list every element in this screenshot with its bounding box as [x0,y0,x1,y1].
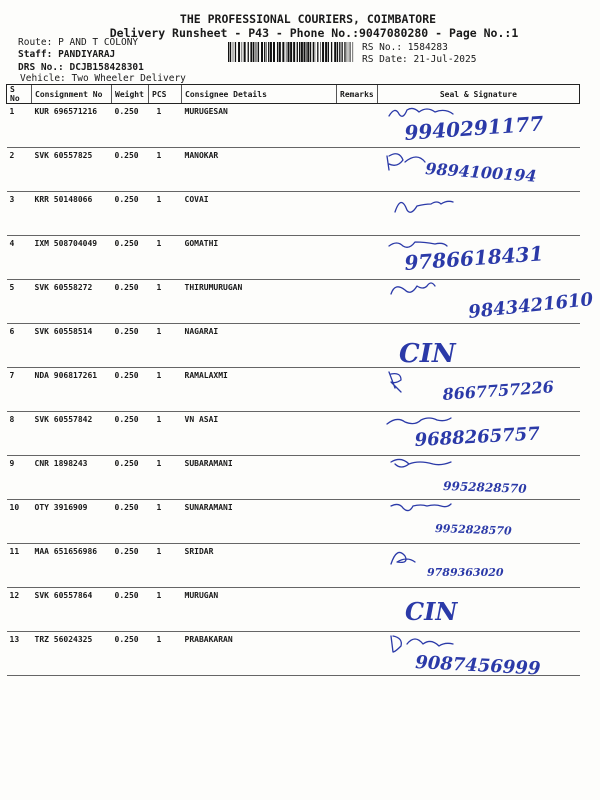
barcode-bar [250,42,252,62]
route-label: Route: [18,37,53,48]
barcode-bar [297,42,298,62]
consignment-no: SVK 60557825 [32,148,112,192]
handwritten-signature [385,102,575,146]
signature-text: 9688265757 [414,423,541,451]
signature-cell [377,236,579,280]
pcs: 1 [149,632,182,676]
barcode-bar [264,42,265,62]
signature-text: 8667757226 [442,377,555,404]
col-weight: Weight [112,85,149,104]
remarks [337,544,378,588]
barcode-bar [248,42,249,62]
barcode-bar [347,42,348,62]
barcode-bar [315,42,316,62]
consignment-no: CNR 1898243 [32,456,112,500]
consignment-no: SVK 60557842 [32,412,112,456]
weight: 0.250 [112,632,149,676]
table-row [7,588,580,632]
route-line [18,37,138,48]
signature-text: CIN [399,339,456,369]
consignment-no: NDA 906817261 [32,368,112,412]
barcode-bar [299,42,300,62]
remarks [337,500,378,544]
barcode-bar [244,42,246,62]
barcode-bar [353,42,354,62]
barcode-bar [288,42,290,62]
signature-text: CIN [405,597,458,626]
consignment-no: SVK 60558272 [32,280,112,324]
col-consignee: Consignee Details [182,85,337,104]
row-sno: 5 [7,280,32,324]
barcode-bar [304,42,306,62]
handwritten-signature [385,190,575,234]
table-row [7,456,580,500]
handwritten-signature [385,542,575,586]
consignee-name: VN ASAI [182,412,337,456]
barcode-bar [253,42,254,62]
signature-cell [377,544,579,588]
barcode-bar [258,42,259,62]
row-sno: 4 [7,236,32,280]
barcode-bar [306,42,307,62]
pcs: 1 [149,368,182,412]
handwritten-signature [385,498,575,542]
col-signature: Seal & Signature [377,85,579,104]
remarks [337,148,378,192]
barcode-bar [273,42,275,62]
signature-stroke [389,108,453,116]
consignment-no: SVK 60557864 [32,588,112,632]
barcode-bar [268,42,269,62]
company-title: THE PROFESSIONAL COURIERS, COIMBATORE [179,12,437,26]
table-row [7,544,580,588]
consignment-no: KRR 50148066 [32,192,112,236]
consignee-name: THIRUMURUGAN [182,280,337,324]
barcode-bar [350,42,351,62]
barcode-bar [313,42,314,62]
handwritten-signature [385,234,575,278]
barcode-bar [307,42,309,62]
barcode-bar [230,42,231,62]
runsheet-table [6,84,595,680]
rs-date-value: 21-Jul-2025 [413,54,477,65]
signature-stroke [391,636,453,652]
barcode-bar [279,42,281,62]
remarks [337,280,378,324]
barcode-bar [301,42,303,62]
remarks [337,368,378,412]
signature-cell [377,588,579,632]
consignee-name: GOMATHI [182,236,337,280]
table-row [7,148,580,192]
consignee-name: MURUGESAN [182,104,337,148]
row-sno: 2 [7,148,32,192]
remarks [337,324,378,368]
drs-line [18,62,144,73]
signature-stroke [389,242,447,247]
weight: 0.250 [112,280,149,324]
pcs: 1 [149,236,182,280]
pcs: 1 [149,280,182,324]
table-row [7,368,580,412]
barcode-bar [339,42,340,62]
consignee-name: COVAI [182,192,337,236]
barcode-bar [282,42,284,62]
signature-stroke [391,552,415,564]
signature-text: 9952828570 [435,522,513,538]
consignee-name: RAMALAXMI [182,368,337,412]
consignee-name: NAGARAI [182,324,337,368]
consignee-name: MURUGAN [182,588,337,632]
table-header-row [7,85,580,104]
consignee-name: PRABAKARAN [182,632,337,676]
weight: 0.250 [112,544,149,588]
barcode [228,42,356,62]
signature-cell [377,148,579,192]
table-row [7,192,580,236]
barcode-bar [235,42,236,62]
weight: 0.250 [112,456,149,500]
signature-cell [377,500,579,544]
signature-cell [377,456,579,500]
barcode-bar [293,42,295,62]
weight: 0.250 [112,104,149,148]
barcode-bar [257,42,258,62]
signature-text: 9952828570 [443,479,528,496]
consignment-no: KUR 696571216 [32,104,112,148]
rs-date-label: RS Date: [362,54,408,65]
consignment-no: SVK 60558514 [32,324,112,368]
weight: 0.250 [112,192,149,236]
consignment-no: OTY 3916909 [32,500,112,544]
barcode-bar [228,42,229,62]
handwritten-signature [385,630,575,680]
handwritten-signature [385,322,575,369]
col-remarks: Remarks [337,85,378,104]
signature-stroke [389,372,401,392]
barcode-bar [286,42,287,62]
signature-stroke [387,154,425,170]
weight: 0.250 [112,368,149,412]
pcs: 1 [149,192,182,236]
staff-line [18,49,115,60]
drs-value: DCJB158428301 [69,62,144,73]
staff-value: PANDIYARAJ [58,49,116,60]
handwritten-signature [385,366,575,410]
remarks [337,588,378,632]
barcode-bar [277,42,278,62]
handwritten-signature [385,454,575,498]
barcode-bar [344,42,345,62]
weight: 0.250 [112,500,149,544]
col-sno: S No [7,85,32,104]
signature-stroke [387,418,451,424]
vehicle-value: Two Wheeler Delivery [71,73,186,84]
barcode-bar [320,42,321,62]
consignee-name: MANOKAR [182,148,337,192]
pcs: 1 [149,456,182,500]
table-row [7,280,580,324]
staff-label: Staff: [18,49,53,60]
barcode-bar [310,42,311,62]
signature-text: 9843421610 [467,288,595,323]
barcode-bar [342,42,343,62]
row-sno: 3 [7,192,32,236]
barcode-bar [261,42,263,62]
barcode-bar [270,42,272,62]
signature-cell [377,324,579,368]
pcs: 1 [149,544,182,588]
row-sno: 6 [7,324,32,368]
signature-cell [377,192,579,236]
table-row [7,500,580,544]
weight: 0.250 [112,412,149,456]
remarks [337,236,378,280]
drs-label: DRS No.: [18,62,64,73]
signature-stroke [395,201,453,212]
row-sno: 9 [7,456,32,500]
row-sno: 1 [7,104,32,148]
barcode-bar [242,42,243,62]
signature-cell [377,412,579,456]
remarks [337,104,378,148]
weight: 0.250 [112,588,149,632]
barcode-bar [238,42,240,62]
barcode-bar [331,42,332,62]
rs-no-line [362,42,448,53]
handwritten-signature [385,278,595,323]
pcs: 1 [149,104,182,148]
rs-no-label: RS No.: [362,42,403,53]
handwritten-signature [385,586,575,630]
consignee-name: SUBARAMANI [182,456,337,500]
signature-text: 9894100194 [424,159,538,186]
table-row [7,632,580,676]
signature-text: 9087456999 [414,652,542,680]
consignment-no: IXM 508704049 [32,236,112,280]
weight: 0.250 [112,236,149,280]
col-pcs: PCS [149,85,182,104]
remarks [337,192,378,236]
signature-text: 9789363020 [427,566,504,579]
rs-no-value: 1584283 [407,42,448,53]
table-row [7,236,580,280]
handwritten-signature [385,410,575,454]
consignee-name: SUNARAMANI [182,500,337,544]
remarks [337,412,378,456]
row-sno: 10 [7,500,32,544]
barcode-bar [334,42,336,62]
signature-stroke [391,283,435,294]
table-row [7,324,580,368]
barcode-bar [328,42,329,62]
barcode-bar [266,42,267,62]
signature-text: 9940291177 [403,111,545,145]
signature-cell [377,280,595,324]
barcode-bar [255,42,256,62]
row-sno: 13 [7,632,32,676]
pcs: 1 [149,412,182,456]
signature-text: 9786618431 [403,241,545,275]
signature-stroke [391,504,451,511]
row-sno: 11 [7,544,32,588]
pcs: 1 [149,500,182,544]
handwritten-signature [385,146,575,190]
barcode-bar [322,42,324,62]
remarks [337,456,378,500]
signature-cell [377,632,579,680]
rs-date-line [362,54,476,65]
weight: 0.250 [112,148,149,192]
barcode-bar [290,42,292,62]
col-consignment: Consignment No [32,85,112,104]
barcode-bar [317,42,318,62]
consignment-no: MAA 651656986 [32,544,112,588]
pcs: 1 [149,324,182,368]
row-sno: 12 [7,588,32,632]
barcode-bar [233,42,234,62]
barcode-bar [349,42,350,62]
table-row [7,412,580,456]
row-sno: 7 [7,368,32,412]
signature-cell [377,368,579,412]
signature-stroke [391,459,451,467]
pcs: 1 [149,148,182,192]
weight: 0.250 [112,324,149,368]
consignment-no: TRZ 56024325 [32,632,112,676]
table-row [7,104,580,148]
barcode-bar [337,42,338,62]
row-sno: 8 [7,412,32,456]
consignee-name: SRIDAR [182,544,337,588]
signature-cell [377,104,579,148]
vehicle-line [20,73,186,84]
remarks [337,632,378,676]
runsheet-title: Delivery Runsheet - P43 - Phone No.:9047080280 - Page No.:1 [109,26,519,40]
barcode-bar [325,42,327,62]
pcs: 1 [149,588,182,632]
vehicle-label: Vehicle: [20,73,66,84]
route-value: P AND T COLONY [58,37,139,48]
